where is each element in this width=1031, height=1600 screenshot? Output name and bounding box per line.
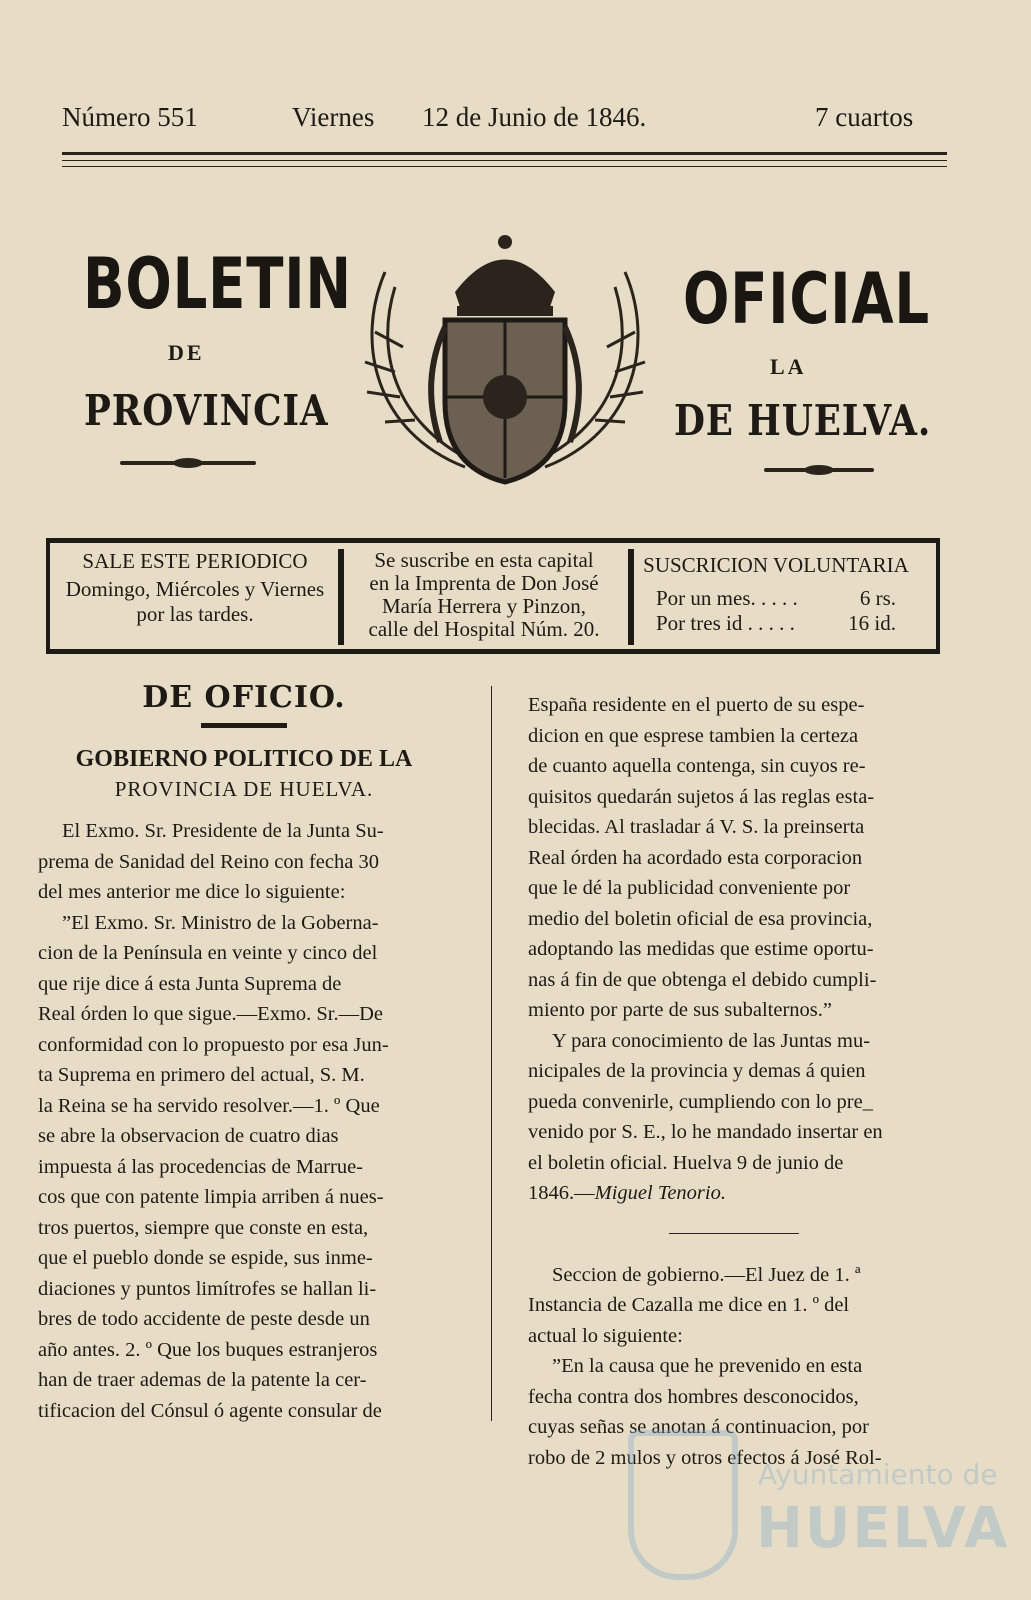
- signature-line: [528, 1178, 940, 1209]
- text-line: conformidad con lo propuesto por esa Jun-: [38, 1033, 389, 1056]
- masthead-de-huelva: DE HUELVA.: [674, 396, 932, 445]
- text-line: nas á fin de que obtenga el debido cumpli-: [528, 968, 877, 991]
- top-rule-thin: [62, 160, 947, 161]
- city-shield-icon: [628, 1430, 738, 1580]
- subscription-prices-title: SUSCRICION VOLUNTARIA: [643, 553, 909, 577]
- publication-days: [54, 549, 336, 627]
- text-line: han de traer ademas de la patente la cer-: [38, 1369, 367, 1391]
- text-line: que le dé la publicidad conveniente por: [528, 877, 851, 899]
- top-rule: [62, 152, 947, 155]
- price-label: Por tres id . . . . .: [656, 611, 795, 635]
- text-line: cos que con patente limpia arriben á nues-: [38, 1186, 384, 1208]
- issue-day: Viernes: [292, 102, 375, 132]
- column-left: [38, 680, 450, 1426]
- text-line: actual lo siguiente:: [528, 1324, 683, 1347]
- price-row: [656, 611, 896, 636]
- subscription-place-line: Se suscribe en esta capital: [374, 548, 594, 572]
- publication-days-title: SALE ESTE PERIODICO: [82, 549, 308, 573]
- section-title: DE OFICIO.: [142, 680, 346, 715]
- text-line: se abre la observacion de cuatro dias: [38, 1125, 339, 1147]
- column-divider: [491, 686, 492, 1421]
- masthead-provincia: PROVINCIA: [84, 386, 329, 435]
- top-rule-thin-2: [62, 166, 947, 167]
- text-line: ta Suprema en primero del actual, S. M.: [38, 1064, 365, 1086]
- subscription-place-line: en la Imprenta de Don José: [369, 571, 599, 595]
- subscription-place-line: María Herrera y Pinzon,: [381, 594, 587, 618]
- text-line: ”El Exmo. Sr. Ministro de la Goberna-: [62, 911, 379, 934]
- watermark-line-1: Ayuntamiento de: [758, 1458, 998, 1491]
- price-value: 16 id.: [848, 611, 896, 635]
- text-line: que el pueblo donde se espide, sus inme-: [38, 1247, 373, 1269]
- text-line: miento por parte de sus subalternos.”: [528, 999, 833, 1021]
- issue-number: Número 551: [62, 102, 198, 132]
- subscription-prices: [638, 553, 914, 636]
- text-line: prema de Sanidad del Reino con fecha 30: [38, 850, 379, 873]
- text-line: El Exmo. Sr. Presidente de la Junta Su-: [62, 820, 384, 842]
- publication-days-line: por las tardes.: [136, 602, 254, 626]
- text-line: medio del boletin oficial de esa provincia,: [528, 907, 873, 930]
- text-line: Instancia de Cazalla me dice en 1. º del: [528, 1294, 850, 1316]
- text-line: venido por S. E., lo he mandado insertar en: [528, 1121, 883, 1143]
- text-line: blecidas. Al trasladar á V. S. la preinserta: [528, 816, 865, 838]
- column-right: [528, 690, 940, 1473]
- text-line: Seccion de gobierno.—El Juez de 1. ª: [552, 1263, 861, 1286]
- text-line: Y para conocimiento de las Juntas mu-: [552, 1029, 871, 1052]
- text-line: cuyas señas se anotan á continuacion, por: [528, 1416, 869, 1438]
- signature-name: Miguel Tenorio.: [594, 1182, 726, 1204]
- masthead-oficial: OFICIAL: [683, 258, 930, 340]
- issue-line: [60, 98, 950, 138]
- text-line: cion de la Península en veinte y cinco del: [38, 942, 378, 964]
- subscription-place-line: calle del Hospital Núm. 20.: [368, 617, 600, 641]
- price-label: Por un mes. . . . .: [656, 586, 798, 610]
- subscription-place: [346, 549, 622, 641]
- text-line: robo de 2 mulos y otros efectos á José Rol-: [528, 1446, 882, 1469]
- text-line: la Reina se ha servido resolver.—1. º Que: [38, 1094, 380, 1117]
- text-line: pueda convenirle, cumpliendo con lo pre_: [528, 1090, 873, 1113]
- watermark-line-2: HUELVA: [756, 1496, 1010, 1561]
- price-value: 6 rs.: [859, 586, 896, 610]
- text-line: del mes anterior me dice lo siguiente:: [38, 881, 346, 903]
- text-line: ”En la causa que he prevenido en esta: [552, 1355, 863, 1377]
- coat-of-arms-icon: [345, 232, 665, 494]
- separator-rule: [669, 1233, 799, 1234]
- issue-date: 12 de Junio de 1846.: [422, 102, 647, 132]
- text-line: nicipales de la provincia y demas á quien: [528, 1060, 866, 1082]
- subscription-box: [46, 538, 940, 654]
- government-subtitle: PROVINCIA DE HUELVA.: [114, 777, 374, 801]
- text-line: fecha contra dos hombres desconocidos,: [528, 1385, 859, 1408]
- watermark: [618, 1420, 1028, 1590]
- government-title: GOBIERNO POLITICO DE LA: [75, 746, 413, 772]
- box-divider-right: [628, 549, 634, 645]
- masthead-la: LA: [770, 354, 807, 379]
- masthead-ornament-left: [120, 461, 256, 465]
- text-line: quisitos quedarán sujetos á las reglas esta-: [528, 785, 875, 808]
- text-line: tificacion del Cónsul ó agente consular de: [38, 1399, 382, 1422]
- text-line: impuesta á las procedencias de Marrue-: [38, 1155, 364, 1178]
- section-rule: [201, 723, 287, 728]
- text-line: dicion en que esprese tambien la certeza: [528, 724, 859, 747]
- price-row: [656, 586, 896, 611]
- masthead-boletin: BOLETIN: [83, 243, 352, 325]
- text-line: bres de todo accidente de peste desde un: [38, 1308, 370, 1330]
- column-left-body: [38, 816, 450, 1426]
- text-line: que rije dice á esta Junta Suprema de: [38, 972, 342, 995]
- text-line: el boletin oficial. Huelva 9 de junio de: [528, 1151, 844, 1174]
- box-divider-left: [338, 549, 344, 645]
- text-line: España residente en el puerto de su espe-: [528, 694, 865, 716]
- masthead-de: DE: [168, 340, 205, 365]
- text-line: de cuanto aquella contenga, sin cuyos re-: [528, 755, 866, 777]
- column-right-body: [528, 690, 940, 1178]
- masthead-ornament-right: [764, 468, 874, 472]
- signature-date: 1846.—: [528, 1182, 595, 1204]
- publication-days-line: Domingo, Miércoles y Viernes: [65, 577, 325, 601]
- text-line: Real órden lo que sigue.—Exmo. Sr.—De: [38, 1003, 384, 1025]
- text-line: tros puertos, siempre que conste en esta,: [38, 1216, 369, 1239]
- issue-price: 7 cuartos: [815, 102, 914, 132]
- text-line: año antes. 2. º Que los buques estranjeros: [38, 1338, 378, 1361]
- text-line: adoptando las medidas que estime oportu-: [528, 938, 874, 960]
- text-line: Real órden ha acordado esta corporacion: [528, 846, 863, 869]
- text-line: diaciones y puntos limítrofes se hallan li-: [38, 1277, 377, 1300]
